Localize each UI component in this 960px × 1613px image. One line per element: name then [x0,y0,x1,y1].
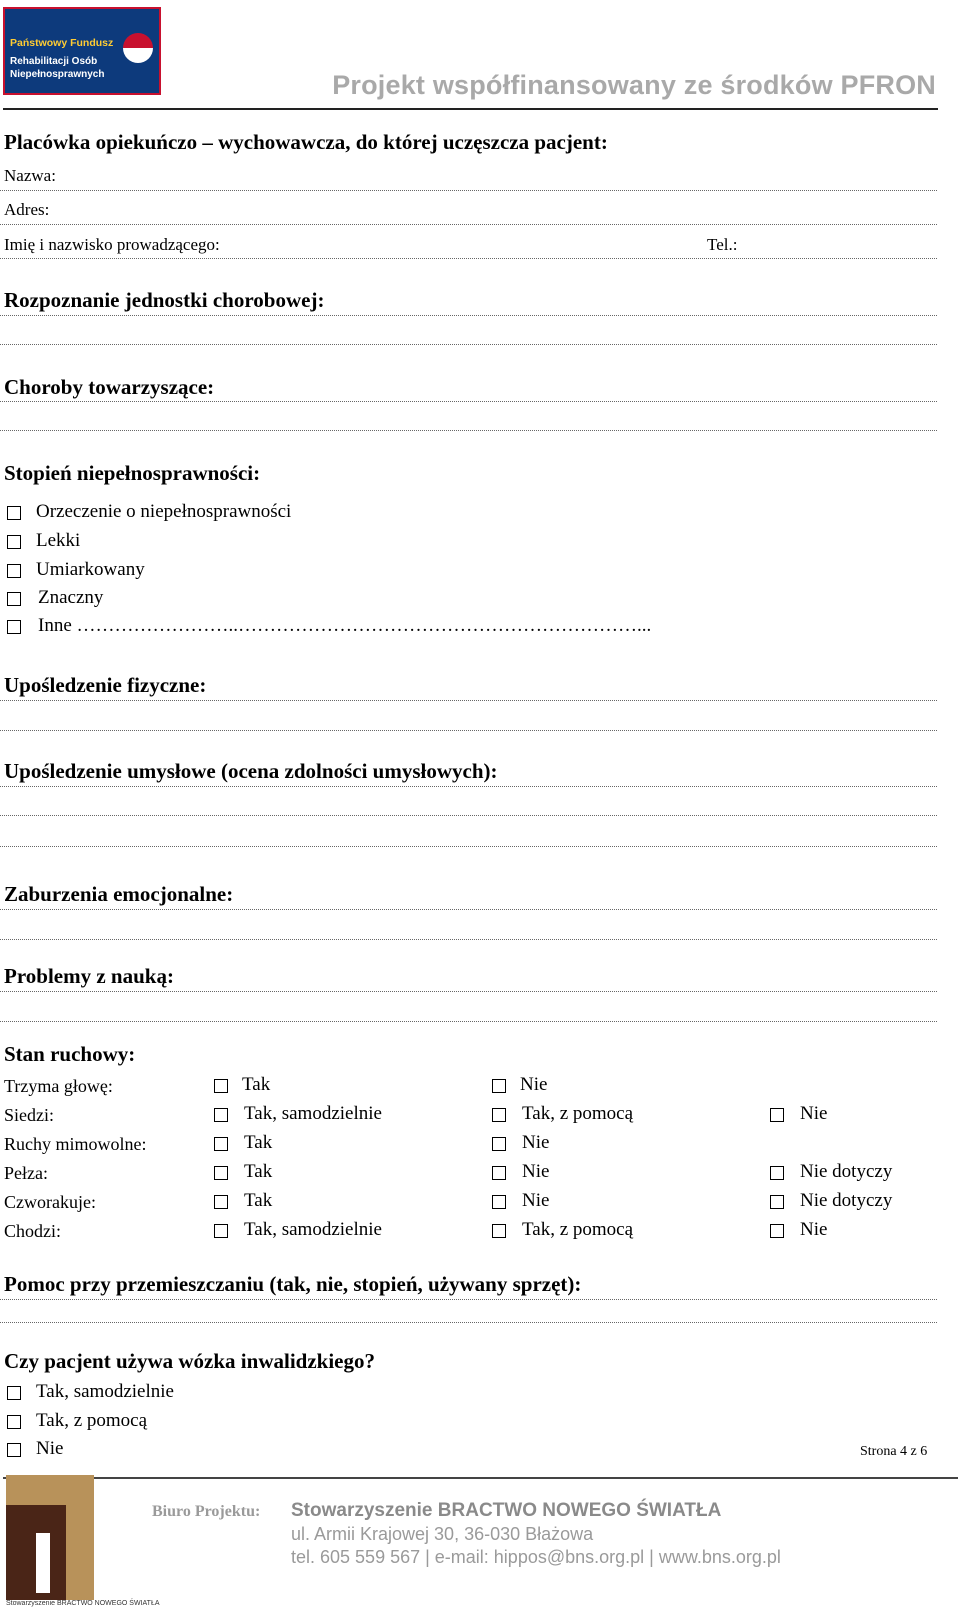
wheelchair-checkbox-help[interactable] [7,1415,21,1429]
head-option-no: Nie [520,1074,548,1095]
disability-heading: Stopień niepełnosprawności: [4,461,261,485]
bns-logo-caption: Stowarzyszenie BRACTWO NOWEGO ŚWIATŁA [6,1600,160,1607]
motor-label-allfours: Czworakuje: [4,1192,96,1212]
project-office-label: Biuro Projektu: [152,1503,261,1520]
wheelchair-checkbox-alone[interactable] [7,1386,21,1400]
motor-heading: Stan ruchowy: [4,1042,136,1066]
head-checkbox-no[interactable] [492,1079,506,1093]
facility-address-line[interactable] [0,224,937,225]
logo-text-line1: Państwowy Fundusz [10,37,114,49]
project-office-contact[interactable]: tel. 605 559 567 | e-mail: hippos@bns.org.pl | www.bns.org.pl [291,1547,781,1567]
wheelchair-option-no: Nie [36,1438,64,1459]
involuntary-option-yes: Tak [244,1132,273,1153]
walks-checkbox-yes-alone[interactable] [214,1224,228,1238]
disability-option-moderate: Umiarkowany [36,559,145,580]
sits-option-yes-help: Tak, z pomocą [522,1103,634,1124]
wheelchair-heading: Czy pacjent używa wózka inwalidzkiego? [4,1349,375,1373]
sits-option-yes-alone: Tak, samodzielnie [244,1103,382,1124]
disability-checkbox-significant[interactable] [7,592,21,606]
pfron-logo [3,7,161,95]
mental-line-3[interactable] [0,846,937,847]
walks-checkbox-yes-help[interactable] [492,1224,506,1238]
sits-checkbox-yes-alone[interactable] [214,1108,228,1122]
logo-text-line2: Rehabilitacji Osób [10,56,98,67]
motor-label-walks: Chodzi: [4,1221,61,1241]
involuntary-option-no: Nie [522,1132,550,1153]
physical-line-2[interactable] [0,730,937,731]
walks-option-yes-alone: Tak, samodzielnie [244,1219,382,1240]
motor-label-crawls: Pełza: [4,1163,48,1183]
allfours-checkbox-na[interactable] [770,1195,784,1209]
mobility-help-line-2[interactable] [0,1322,937,1323]
logo-text-line3: Niepełnosprawnych [10,69,105,80]
logo-band-right [66,1475,94,1600]
crawls-checkbox-na[interactable] [770,1166,784,1180]
crawls-checkbox-yes[interactable] [214,1166,228,1180]
motor-label-sits: Siedzi: [4,1105,54,1125]
comorbid-line-1[interactable] [0,401,937,402]
footer-rule [3,1477,958,1479]
crawls-checkbox-no[interactable] [492,1166,506,1180]
facility-name-label: Nazwa: [4,166,56,185]
facility-name-line[interactable] [0,190,937,191]
disability-checkbox-moderate[interactable] [7,564,21,578]
walks-checkbox-no[interactable] [770,1224,784,1238]
wheelchair-option-help: Tak, z pomocą [36,1410,148,1431]
allfours-option-yes: Tak [244,1190,273,1211]
diagnosis-heading: Rozpoznanie jednostki chorobowej: [4,288,325,312]
emotional-line-2[interactable] [0,939,937,940]
comorbid-heading: Choroby towarzyszące: [4,375,215,399]
diagnosis-line-2[interactable] [0,344,937,345]
facility-heading: Placówka opiekuńczo – wychowawcza, do której uczęszcza pacjent: [4,130,608,154]
physical-line-1[interactable] [0,700,937,701]
disability-option-certificate: Orzeczenie o niepełnosprawności [36,501,292,522]
head-option-yes: Tak [242,1074,271,1095]
mental-line-2[interactable] [0,815,937,816]
header-rule [3,108,938,110]
logo-slot [36,1533,50,1593]
logo-text-block [10,55,104,81]
disability-checkbox-other[interactable] [7,620,21,634]
sits-checkbox-no[interactable] [770,1108,784,1122]
sits-option-no: Nie [800,1103,828,1124]
crawls-option-yes: Tak [244,1161,273,1182]
emotional-line-1[interactable] [0,909,937,910]
learning-line-1[interactable] [0,991,937,992]
sits-checkbox-yes-help[interactable] [492,1108,506,1122]
walks-option-no: Nie [800,1219,828,1240]
learning-line-2[interactable] [0,1021,937,1022]
involuntary-checkbox-yes[interactable] [214,1137,228,1151]
cofinancing-banner: Projekt współfinansowany ze środków PFRON [332,70,936,100]
page-number: Strona 4 z 6 [860,1444,928,1459]
involuntary-checkbox-no[interactable] [492,1137,506,1151]
diagnosis-line-1[interactable] [0,315,937,316]
wheelchair-checkbox-no[interactable] [7,1443,21,1457]
bns-logo-icon [6,1475,94,1600]
disability-option-other: Inne ……………………..………………………………………………………... [38,615,652,636]
project-office-name: Stowarzyszenie BRACTWO NOWEGO ŚWIATŁA [291,1500,722,1521]
allfours-option-na: Nie dotyczy [800,1190,893,1211]
wheelchair-option-alone: Tak, samodzielnie [36,1381,174,1402]
motor-label-head: Trzyma głowę: [4,1076,113,1096]
allfours-option-no: Nie [522,1190,550,1211]
mental-heading: Upośledzenie umysłowe (ocena zdolności umysłowych): [4,759,498,783]
crawls-option-na: Nie dotyczy [800,1161,893,1182]
facility-director-line[interactable] [0,258,937,259]
disability-option-mild: Lekki [36,530,81,551]
comorbid-line-2[interactable] [0,430,937,431]
learning-heading: Problemy z nauką: [4,964,174,988]
emotional-heading: Zaburzenia emocjonalne: [4,882,234,906]
mental-line-1[interactable] [0,786,937,787]
project-office-address: ul. Armii Krajowej 30, 36-030 Błażowa [291,1524,594,1544]
crawls-option-no: Nie [522,1161,550,1182]
disability-option-significant: Znaczny [38,587,104,608]
mobility-help-heading: Pomoc przy przemieszczaniu (tak, nie, stopień, używany sprzęt): [4,1272,582,1296]
disability-checkbox-mild[interactable] [7,535,21,549]
motor-label-involuntary: Ruchy mimowolne: [4,1134,147,1154]
facility-director-label: Imię i nazwisko prowadzącego: [4,235,220,254]
physical-heading: Upośledzenie fizyczne: [4,673,207,697]
mobility-help-line-1[interactable] [0,1299,937,1300]
head-checkbox-yes[interactable] [214,1079,228,1093]
logo-emblem-icon [123,33,153,63]
disability-checkbox-certificate[interactable] [7,506,21,520]
allfours-checkbox-yes[interactable] [214,1195,228,1209]
walks-option-yes-help: Tak, z pomocą [522,1219,634,1240]
facility-address-label: Adres: [4,200,50,219]
facility-phone-label: Tel.: [707,235,738,254]
allfours-checkbox-no[interactable] [492,1195,506,1209]
